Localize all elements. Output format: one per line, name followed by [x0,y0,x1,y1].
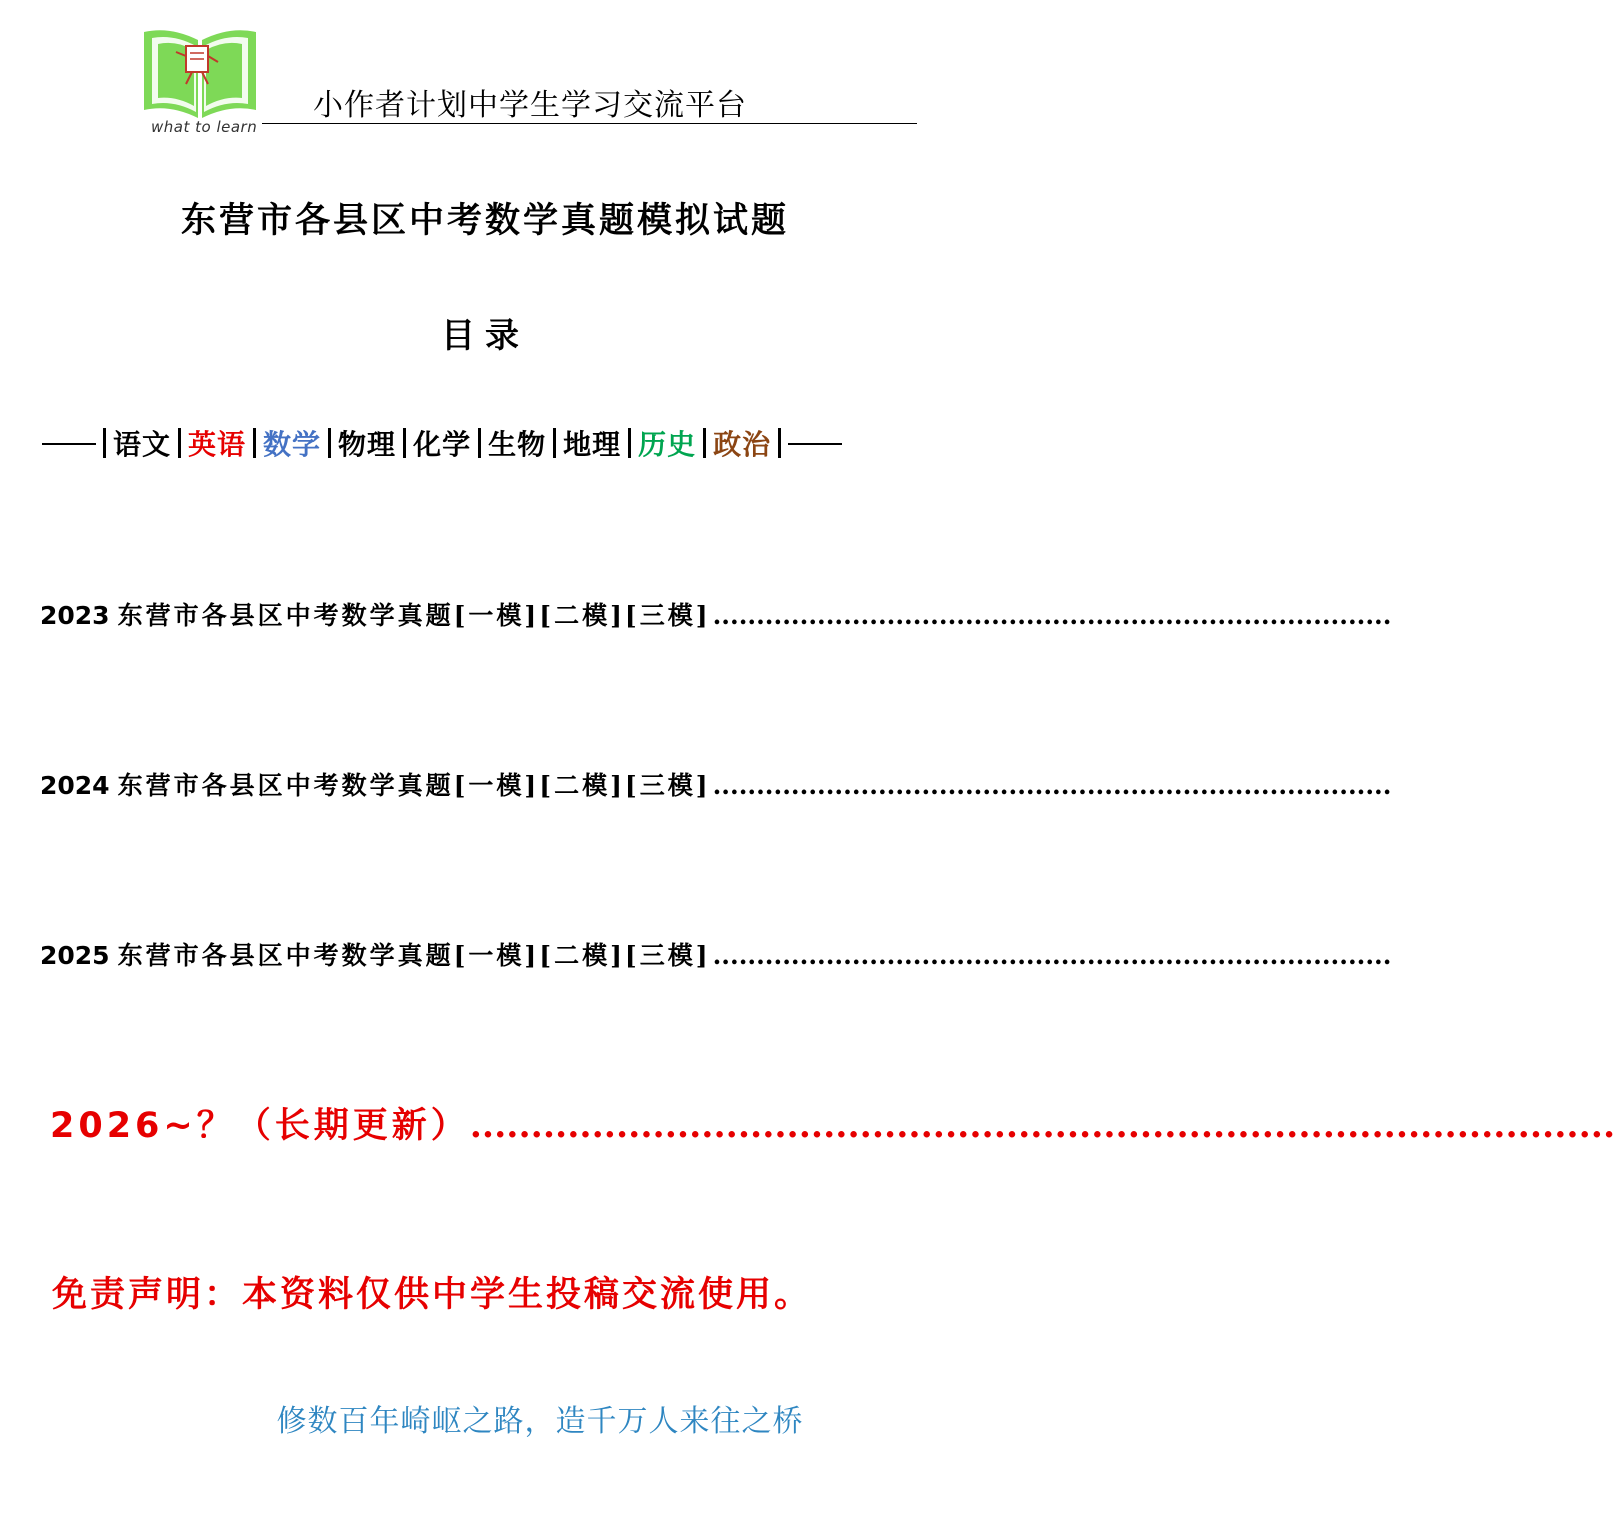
subject-physics[interactable]: 物理 [338,428,397,461]
toc-entry-2024[interactable] [40,766,1392,802]
toc-entry-year: 2024 [40,771,110,800]
separator [328,428,331,458]
update-note [50,1098,1615,1148]
motto: 修数百年崎岖之路，造千万人来往之桥 [276,1404,804,1439]
dot-leader: .............................................................................. [712,941,1392,970]
subject-biology[interactable]: 生物 [488,428,547,461]
toc-entry-2023[interactable] [40,596,1392,632]
subject-english[interactable]: 英语 [188,428,247,461]
separator [553,428,556,458]
toc-entry-2025[interactable] [40,936,1392,972]
dot-leader: .............................................................................................. [469,1105,1615,1146]
separator [403,428,406,458]
toc-entry-label: 东营市各县区中考数学真题[一模][二模][三模] [117,601,711,630]
subject-geography[interactable]: 地理 [563,428,622,461]
subject-nav [42,423,917,463]
toc-heading: 目录 [441,316,529,356]
separator [178,428,181,458]
leading-dash [42,443,96,445]
separator [478,428,481,458]
toc-entry-year: 2025 [40,941,110,970]
header-divider [262,123,917,124]
separator [703,428,706,458]
subject-chemistry[interactable]: 化学 [413,428,472,461]
update-note-text: 2026~？（长期更新） [50,1106,470,1146]
dot-leader: .............................................................................. [712,601,1392,630]
platform-name: 小作者计划中学生学习交流平台 [313,88,747,123]
subject-math[interactable]: 数学 [263,428,322,461]
document-title: 东营市各县区中考数学真题模拟试题 [180,200,789,241]
trailing-dash [788,443,842,445]
subject-history[interactable]: 历史 [638,428,697,461]
separator [628,428,631,458]
toc-entry-label: 东营市各县区中考数学真题[一模][二模][三模] [117,941,711,970]
dot-leader: .............................................................................. [712,771,1392,800]
logo-caption: what to learn [151,118,258,136]
separator [103,428,106,458]
toc-entry-label: 东营市各县区中考数学真题[一模][二模][三模] [117,771,711,800]
subject-chinese[interactable]: 语文 [113,428,172,461]
disclaimer: 免责声明：本资料仅供中学生投稿交流使用。 [52,1274,813,1315]
subject-politics[interactable]: 政治 [713,428,772,461]
separator [778,428,781,458]
separator [253,428,256,458]
toc-entry-year: 2023 [40,601,110,630]
